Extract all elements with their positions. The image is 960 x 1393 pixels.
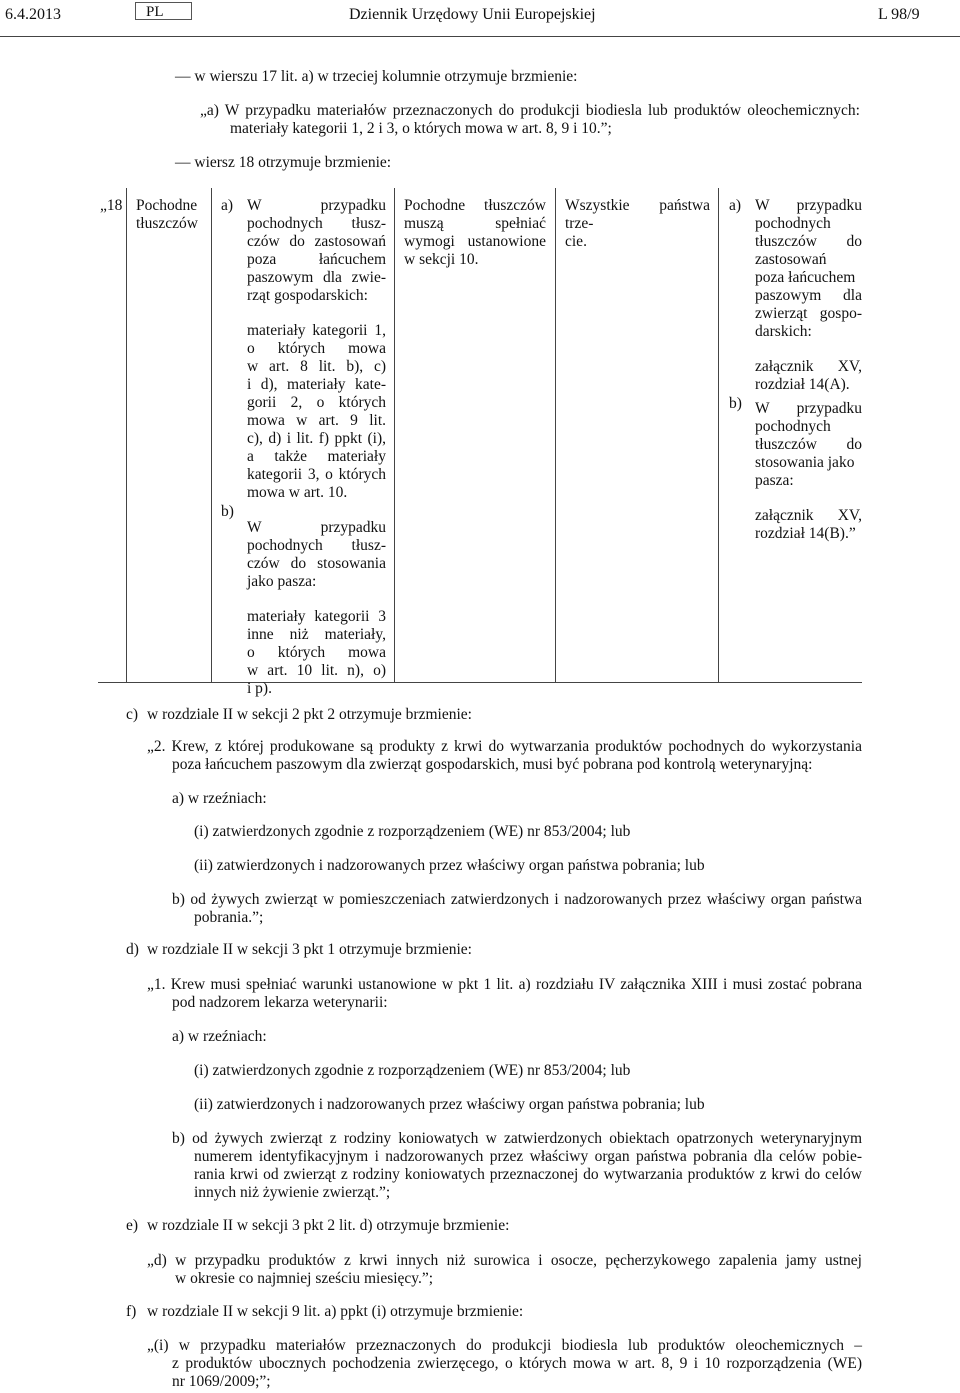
section-d-b1: b) od żywych zwierząt z rodziny koniowatych w zatwierdzonych obiektach opatrzonych weterynaryjnym	[172, 1130, 862, 1147]
col5-cell	[729, 197, 862, 543]
col3-line: wymogi ustanowione	[404, 233, 546, 250]
col4-line: cie.	[565, 233, 587, 250]
col2-b-line: pochodnych tłusz-	[247, 537, 386, 554]
section-f-label: f)	[126, 1303, 137, 1320]
col4-line: Wszystkie państwa trze-	[565, 197, 710, 232]
section-c-text: w rozdziale II w sekcji 2 pkt 2 otrzymuje brzmienie:	[147, 706, 472, 723]
col2-b-label: b)	[221, 503, 234, 520]
table-bottom-rule	[98, 682, 862, 683]
col2-a-material: materiały kategorii 1,	[247, 322, 386, 339]
intro-quote-1: „a) W przypadku materiałów przeznaczonych do produkcji biodiesla lub produktów oleochemicznych:	[200, 102, 860, 119]
row-number: „18	[100, 197, 123, 214]
section-c-a: a) w rzeźniach:	[172, 790, 267, 807]
table-divider	[126, 188, 127, 683]
col2-a-label: a)	[221, 197, 234, 214]
col3-line: w sekcji 10.	[404, 251, 479, 268]
col2-a-material: i d), materiały kate-	[247, 376, 386, 393]
col2-b-material: inne niż materiały,	[247, 626, 386, 643]
col5-b-line: W przypadku	[755, 400, 862, 417]
col2-a-line: W przypadku	[247, 197, 386, 214]
col2-b-material: o których mowa	[247, 644, 386, 661]
col3-cell	[404, 197, 546, 269]
col5-a-ref: załącznik XV,	[755, 358, 862, 375]
section-c-b1: b) od żywych zwierząt w pomieszczeniach zatwierdzonych i nadzorowanych przez właściwy organ państwa	[172, 891, 862, 908]
section-c-b2: pobrania.”;	[194, 909, 264, 926]
col4-cell	[565, 197, 710, 251]
section-e-text: w rozdziale II w sekcji 3 pkt 2 lit. d) otrzymuje brzmienie:	[147, 1217, 510, 1234]
section-e-d1: „d) w przypadku produktów z krwi innych niż surowica i osocze, pęcherzykowego zapalenia jamy ustnej	[147, 1252, 862, 1269]
col1-cell	[136, 197, 198, 233]
language-badge: PL	[135, 2, 192, 20]
section-c-p2-line2: poza łańcuchem paszowym dla zwierząt gospodarskich, musi być pobrana pod kontrolą weterynaryjną:	[172, 756, 813, 773]
section-f-i3: nr 1069/2009;”;	[172, 1373, 271, 1390]
col2-b-line: jako pasza:	[247, 573, 317, 590]
section-d-ii: (ii) zatwierdzonych i nadzorowanych przez właściwy organ państwa pobrania; lub	[194, 1096, 705, 1113]
col5-a-line: W przypadku	[755, 197, 862, 214]
section-d-p1-line2: pod nadzorem lekarza weterynarii:	[172, 994, 388, 1011]
section-c-label: c)	[126, 706, 139, 723]
col2-b-material: materiały kategorii 3	[247, 608, 386, 625]
section-f-text: w rozdziale II w sekcji 9 lit. a) ppkt (i) otrzymuje brzmienie:	[147, 1303, 524, 1320]
section-c-i: (i) zatwierdzonych zgodnie z rozporządzeniem (WE) nr 853/2004; lub	[194, 823, 631, 840]
col5-a-line: poza łańcuchem	[755, 269, 856, 286]
section-c-p2-line1: „2. Krew, z której produkowane są produkty z krwi do wytwarzania produktów pochodnych do wykorzystania	[147, 738, 862, 755]
col2-a-material: mowa w art. 9 lit.	[247, 412, 386, 429]
section-d-b4: innych niż żywienie zwierząt.”;	[194, 1184, 391, 1201]
col5-b-line: tłuszczów do	[755, 436, 862, 453]
col2-b-line: czów do stosowania	[247, 555, 386, 572]
col5-b-line: pochodnych	[755, 418, 831, 435]
section-d-text: w rozdziale II w sekcji 3 pkt 1 otrzymuje brzmienie:	[147, 941, 472, 958]
col2-b-material: i p).	[247, 680, 272, 697]
section-f-i2: z produktów ubocznych pochodzenia zwierzęcego, o których mowa w art. 8, 9 i 10 rozporządzenia (WE)	[172, 1355, 862, 1372]
col5-a-line: darskich:	[755, 323, 812, 340]
col2-cell	[221, 197, 386, 698]
page-number: L 98/9	[878, 6, 920, 23]
col3-line: muszą spełniać	[404, 215, 546, 232]
col5-a-line: pochodnych	[755, 215, 831, 232]
col5-b-ref: załącznik XV,	[755, 507, 862, 524]
section-d-a: a) w rzeźniach:	[172, 1028, 267, 1045]
section-d-i: (i) zatwierdzonych zgodnie z rozporządzeniem (WE) nr 853/2004; lub	[194, 1062, 631, 1079]
col5-a-line: tłuszczów do	[755, 233, 862, 250]
col2-a-line: paszowym dla zwie-	[247, 269, 386, 286]
col5-b-line: stosowania jako	[755, 454, 855, 471]
table-divider	[555, 188, 556, 683]
table-divider	[211, 188, 212, 683]
col2-a-material: gorii 2, o których	[247, 394, 386, 411]
col2-b-material: w art. 10 lit. n), o)	[247, 662, 386, 679]
col2-b-line: W przypadku	[247, 519, 386, 536]
col5-a-ref: rozdział 14(A).	[755, 376, 850, 393]
section-f-i1: „(i) w przypadku materiałów przeznaczonych do produkcji biodiesla lub produktów oleochemicznych –	[147, 1337, 862, 1354]
col1-line: tłuszczów	[136, 215, 198, 232]
section-d-p1-line1: „1. Krew musi spełniać warunki ustanowione w pkt 1 lit. a) rozdziału IV załącznika XIII i musi zostać pobrana	[147, 976, 862, 993]
header-rule	[0, 36, 960, 37]
col5-a-label: a)	[729, 197, 742, 214]
col2-a-line: pochodnych tłusz-	[247, 215, 386, 232]
col2-a-line: czów do zastosowań	[247, 233, 386, 250]
section-d-label: d)	[126, 941, 139, 958]
section-c-ii: (ii) zatwierdzonych i nadzorowanych przez właściwy organ państwa pobrania; lub	[194, 857, 705, 874]
col1-line: Pochodne	[136, 197, 198, 214]
col5-a-line: zastosowań	[755, 251, 827, 268]
col5-b-ref: rozdział 14(B).”	[755, 525, 856, 542]
section-d-b3: rania krwi od zwierząt z rodziny koniowatych przeznaczonej do wytwarzania produktów z krwi do celów	[194, 1166, 862, 1183]
col3-line: Pochodne tłuszczów	[404, 197, 546, 214]
col5-a-line: paszowym dla	[755, 287, 862, 304]
journal-title: Dziennik Urzędowy Unii Europejskiej	[349, 6, 596, 23]
section-e-label: e)	[126, 1217, 139, 1234]
col2-a-material: o których mowa	[247, 340, 386, 357]
col2-a-material: c), d) i lit. f) ppkt (i),	[247, 430, 386, 447]
publication-date: 6.4.2013	[5, 6, 61, 23]
col5-b-line: pasza:	[755, 472, 794, 489]
intro-line-2: — wiersz 18 otrzymuje brzmienie:	[175, 154, 392, 171]
col2-a-material: kategorii 3, o których	[247, 466, 386, 483]
section-d-b2: numerem identyfikacyjnym i nadzorowanych przez właściwy organ państwa pobrania dla celów pobie-	[194, 1148, 862, 1165]
col2-a-material: mowa w art. 10.	[247, 484, 348, 501]
col2-a-line: poza łańcuchem	[247, 251, 386, 268]
col2-a-material: a także materiały	[247, 448, 386, 465]
section-e-d2: w okresie co najmniej sześciu miesięcy.”;	[175, 1270, 434, 1287]
col5-b-label: b)	[729, 395, 742, 412]
table-divider	[718, 188, 719, 683]
table-divider	[394, 188, 395, 683]
col2-a-material: w art. 8 lit. b), c)	[247, 358, 386, 375]
intro-line-1: — w wierszu 17 lit. a) w trzeciej kolumnie otrzymuje brzmienie:	[175, 68, 578, 85]
col5-a-line: zwierząt gospo-	[755, 305, 862, 322]
col2-a-line: rząt gospodarskich:	[247, 287, 368, 304]
intro-quote-2: materiały kategorii 1, 2 i 3, o których mowa w art. 8, 9 i 10.”;	[230, 120, 612, 137]
